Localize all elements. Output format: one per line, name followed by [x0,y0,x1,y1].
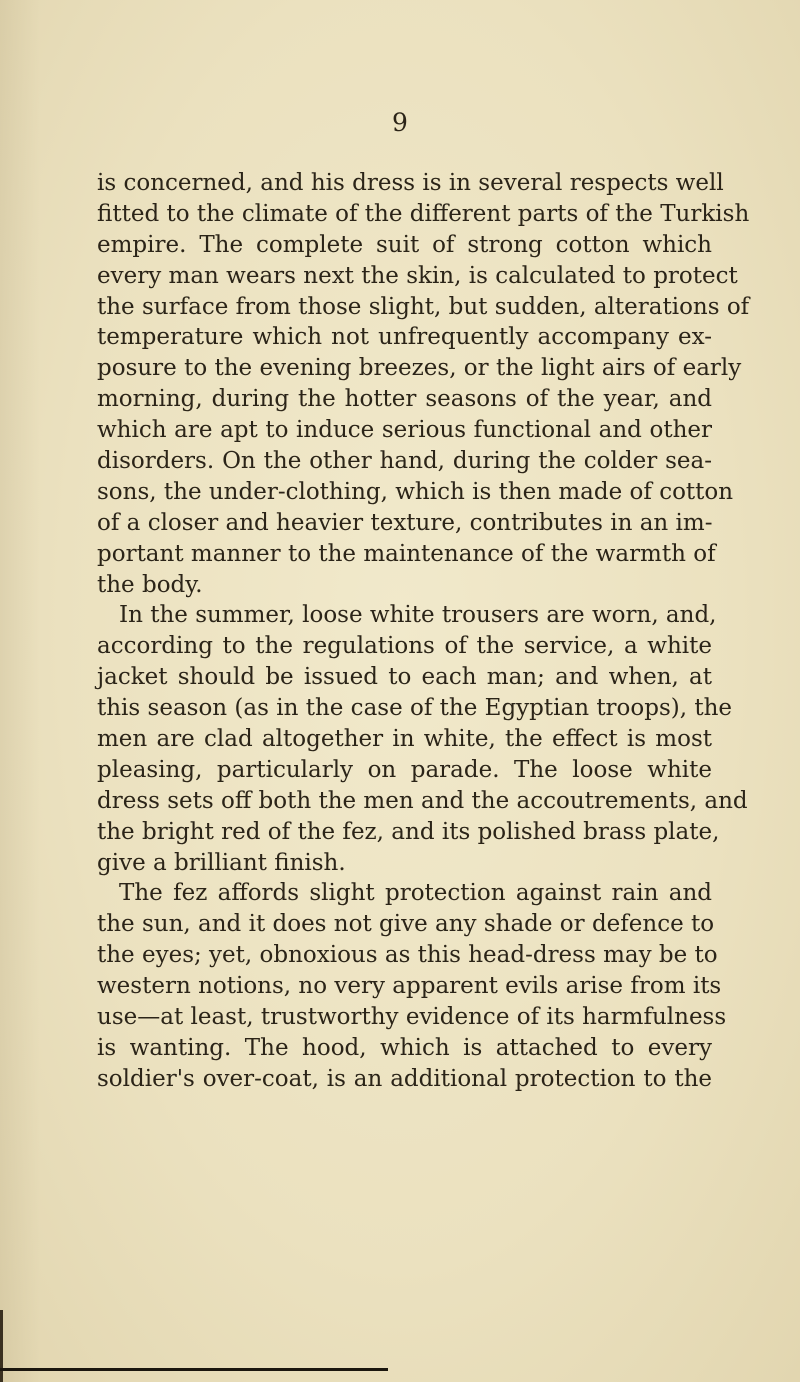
text-line: which are apt to induce serious functional and other [97,417,712,444]
body-text [97,168,750,1095]
bottom-edge-rule [0,1368,388,1371]
text-line: of a closer and heavier texture, contributes in an im- [97,509,713,536]
text-line: according to the regulations of the service, a white [97,633,712,660]
text-line: portant manner to the maintenance of the warmth of [97,540,716,567]
page-edge-shadow [0,1310,3,1382]
text-line: every man wears next the skin, is calculated to protect [97,262,738,289]
text-line: the sun, and it does not give any shade or defence to [97,911,715,938]
text-line: disorders. On the other hand, during the colder sea- [97,448,712,475]
text-line: In the summer, loose white trousers are worn, and, [119,602,717,629]
text-line: give a brilliant finish. [97,849,346,876]
text-line: the body. [97,571,203,598]
text-line: the bright red of the fez, and its polished brass plate, [97,818,720,845]
text-line: men are clad altogether in white, the effect is most [97,726,712,753]
text-line: sons, the under-clothing, which is then made of cotton [97,478,734,505]
text-line: posure to the evening breezes, or the light airs of early [97,355,742,382]
text-line: western notions, no very apparent evils arise from its [97,973,722,1000]
text-line: temperature which not unfrequently accompany ex- [97,324,712,351]
text-line: dress sets off both the men and the accoutrements, and [97,787,748,814]
text-line: this season (as in the case of the Egyptian troops), the [97,695,733,722]
text-line: the eyes; yet, obnoxious as this head-dress may be to [97,942,718,969]
text-line: fitted to the climate of the different parts of the Turkish [97,200,750,227]
text-line: empire. The complete suit of strong cotton which [97,231,712,258]
page-number: 9 [392,108,408,137]
text-line: soldier's over-coat, is an additional protection to the [97,1065,712,1092]
text-line: jacket should be issued to each man; and when, at [97,664,712,691]
text-line: is wanting. The hood, which is attached to every [97,1034,712,1061]
text-line: the surface from those slight, but sudden, alterations of [97,293,750,320]
text-line: pleasing, particularly on parade. The loose white [97,756,712,783]
text-line: is concerned, and his dress is in several respects well [97,170,724,196]
text-line: The fez affords slight protection against rain and [119,880,712,907]
text-line: use—at least, trustworthy evidence of its harmfulness [97,1004,727,1031]
text-line: morning, during the hotter seasons of the year, and [97,386,712,413]
